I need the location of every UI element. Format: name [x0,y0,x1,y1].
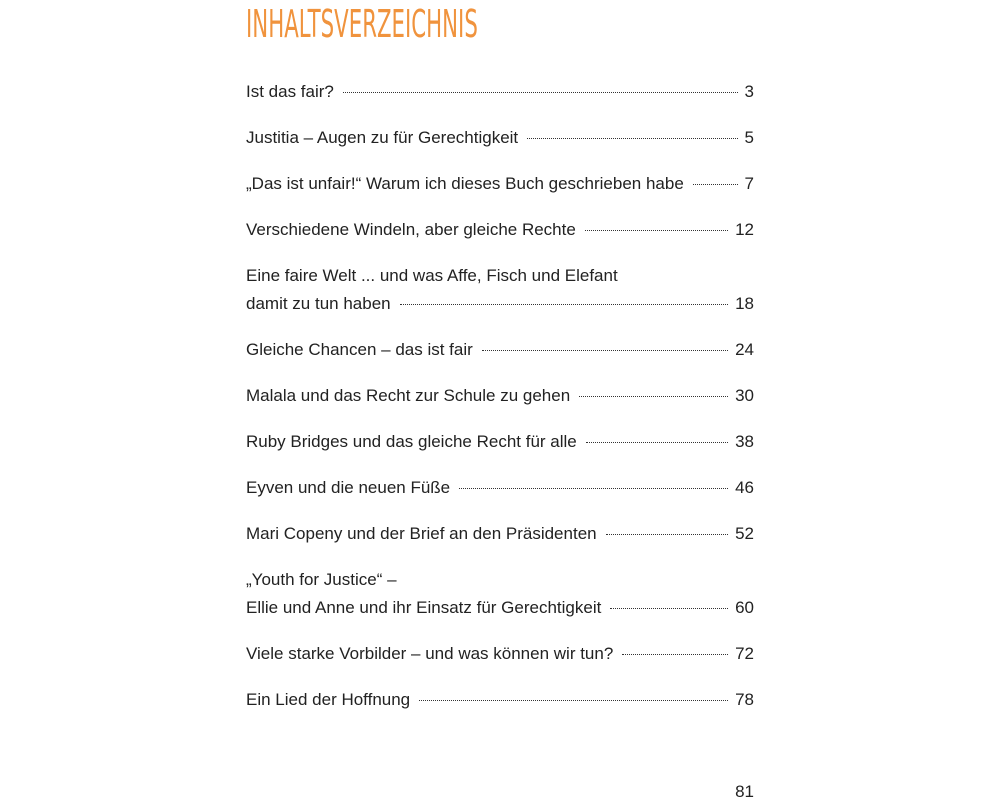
toc-entry-page-number: 18 [735,294,754,313]
toc-entry-page-number: 60 [735,598,754,617]
dot-leader [459,488,728,489]
book-page [246,0,754,800]
toc-entry-line [246,640,754,668]
toc-entry-page-number: 7 [744,174,754,193]
toc-entry-page-number: 24 [735,340,754,359]
toc-entry [246,78,754,106]
toc-entry [246,216,754,244]
toc-entry [246,474,754,502]
dot-leader [419,700,728,701]
toc-entry-page-number: 52 [735,524,754,543]
toc-entry-line [246,78,754,106]
toc-entry [246,382,754,410]
toc-entry-title: Verschiedene Windeln, aber gleiche Rechte [246,220,576,239]
toc-entry-page-number: 12 [735,220,754,239]
dot-leader [527,138,737,139]
toc-entry-line [246,124,754,152]
toc-entry-line [246,428,754,456]
toc-entry-title: Gleiche Chancen – das ist fair [246,340,473,359]
toc-entry-title: Mari Copeny und der Brief an den Präsidenten [246,524,597,543]
dot-leader [610,608,728,609]
dot-leader [482,350,728,351]
dot-leader [585,230,728,231]
dot-leader [400,304,728,305]
dot-leader [622,654,728,655]
toc-entry [246,686,754,714]
toc-entry-page-number: 78 [735,690,754,709]
toc-entry-line [246,336,754,364]
dot-leader [579,396,728,397]
toc-entry-title: Eyven und die neuen Füße [246,478,451,497]
dot-leader [586,442,728,443]
toc-entry [246,170,754,198]
toc-entry [246,336,754,364]
toc-entry-title: Ruby Bridges und das gleiche Recht für alle [246,432,577,451]
toc-entry-page-number: 5 [744,128,754,147]
toc-entry [246,520,754,548]
toc-entry-title: Viele starke Vorbilder – und was können wir tun? [246,644,614,663]
toc-entry-title-first-line: Eine faire Welt ... und was Affe, Fisch und Elefant [246,266,618,285]
page-number: 81 [735,782,754,801]
toc-entry [246,640,754,668]
table-of-contents [246,78,754,732]
dot-leader [693,184,738,185]
toc-entry-line [246,382,754,410]
toc-entry-line [246,520,754,548]
toc-entry [246,124,754,152]
toc-entry-page-number: 38 [735,432,754,451]
toc-entry-line [246,170,754,198]
toc-entry-page-number: 46 [735,478,754,497]
toc-entry [246,566,754,622]
toc-entry-title: Justitia – Augen zu für Gerechtigkeit [246,128,519,147]
toc-heading: INHALTSVERZEICHNIS [246,2,478,46]
toc-entry-line [246,594,754,622]
toc-entry-line [246,216,754,244]
toc-entry-page-number: 72 [735,644,754,663]
dot-leader [606,534,728,535]
toc-entry-page-number: 3 [744,82,754,101]
toc-entry-page-number: 30 [735,386,754,405]
toc-entry-title: Ist das fair? [246,82,334,101]
toc-entry [246,262,754,318]
toc-entry-line [246,474,754,502]
toc-entry-title: Malala und das Recht zur Schule zu gehen [246,386,571,405]
toc-entry-title: Ellie und Anne und ihr Einsatz für Gerechtigkeit [246,598,602,617]
toc-entry-line [246,290,754,318]
dot-leader [343,92,738,93]
toc-entry-title: Ein Lied der Hoffnung [246,690,411,709]
toc-entry-title-first-line: „Youth for Justice“ – [246,570,397,589]
toc-entry-line [246,686,754,714]
toc-entry [246,428,754,456]
toc-entry-title: „Das ist unfair!“ Warum ich dieses Buch geschrieben habe [246,174,684,193]
toc-entry-title: damit zu tun haben [246,294,391,313]
